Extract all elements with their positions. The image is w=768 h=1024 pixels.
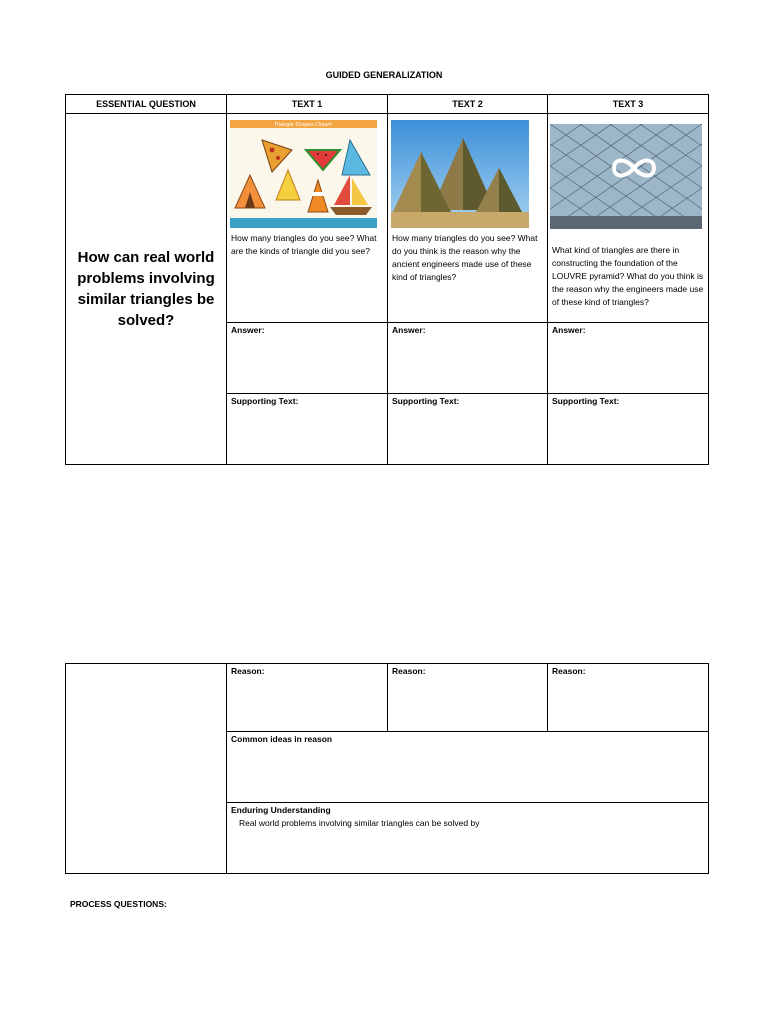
supporting-text-label: Supporting Text: <box>231 396 299 406</box>
reason-cell-3[interactable] <box>548 664 709 732</box>
text-3-cell <box>548 114 709 323</box>
guided-generalization-table <box>65 94 709 465</box>
reason-label: Reason: <box>552 666 586 676</box>
text-3-question: What kind of triangles are there in constructing the foundation of the LOUVRE pyramid? What do you think is the reason why the engineers made use of these kind of triangles? <box>552 245 704 307</box>
supporting-cell-2[interactable] <box>388 394 548 465</box>
header-essential-question: ESSENTIAL QUESTION <box>66 95 227 114</box>
reason-label: Reason: <box>392 666 426 676</box>
text-2-cell <box>388 114 548 323</box>
supporting-text-label: Supporting Text: <box>392 396 460 406</box>
enduring-understanding-label: Enduring Understanding <box>231 805 331 815</box>
answer-label: Answer: <box>392 325 426 335</box>
common-ideas-label: Common ideas in reason <box>231 734 333 744</box>
reason-cell-1[interactable] <box>227 664 388 732</box>
reason-label: Reason: <box>231 666 265 676</box>
reason-cell-2[interactable] <box>388 664 548 732</box>
text-1-cell <box>227 114 388 323</box>
reason-table <box>65 663 709 874</box>
answer-label: Answer: <box>231 325 265 335</box>
supporting-text-label: Supporting Text: <box>552 396 620 406</box>
text-1-question: How many triangles do you see? What are the kinds of triangle did you see? <box>231 233 377 256</box>
header-text-2: TEXT 2 <box>388 95 548 114</box>
supporting-cell-3[interactable] <box>548 394 709 465</box>
process-questions-heading: PROCESS QUESTIONS: <box>70 899 167 909</box>
text-2-question: How many triangles do you see? What do you think is the reason why the ancient engineers made use of these kind of triangles? <box>392 233 538 282</box>
answer-label: Answer: <box>552 325 586 335</box>
answer-cell-2[interactable] <box>388 323 548 394</box>
enduring-understanding-cell[interactable] <box>227 803 709 874</box>
enduring-understanding-text: Real world problems involving similar triangles can be solved by <box>239 818 480 828</box>
answer-cell-3[interactable] <box>548 323 709 394</box>
egypt-pyramids-image <box>391 120 529 228</box>
document-title: GUIDED GENERALIZATION <box>325 70 443 80</box>
header-text-3: TEXT 3 <box>548 95 709 114</box>
louvre-pyramid-image <box>550 124 702 229</box>
supporting-cell-1[interactable] <box>227 394 388 465</box>
answer-cell-1[interactable] <box>227 323 388 394</box>
essential-question-cell <box>66 114 227 465</box>
clipart-title: Triangle Shapes Clipart <box>274 122 332 128</box>
header-text-1: TEXT 1 <box>227 95 388 114</box>
triangle-clipart-image <box>230 120 377 228</box>
essential-question-text: How can real world problems involving similar triangles be solved? <box>77 249 215 329</box>
reason-left-cell <box>66 664 227 874</box>
common-ideas-cell[interactable] <box>227 732 709 803</box>
